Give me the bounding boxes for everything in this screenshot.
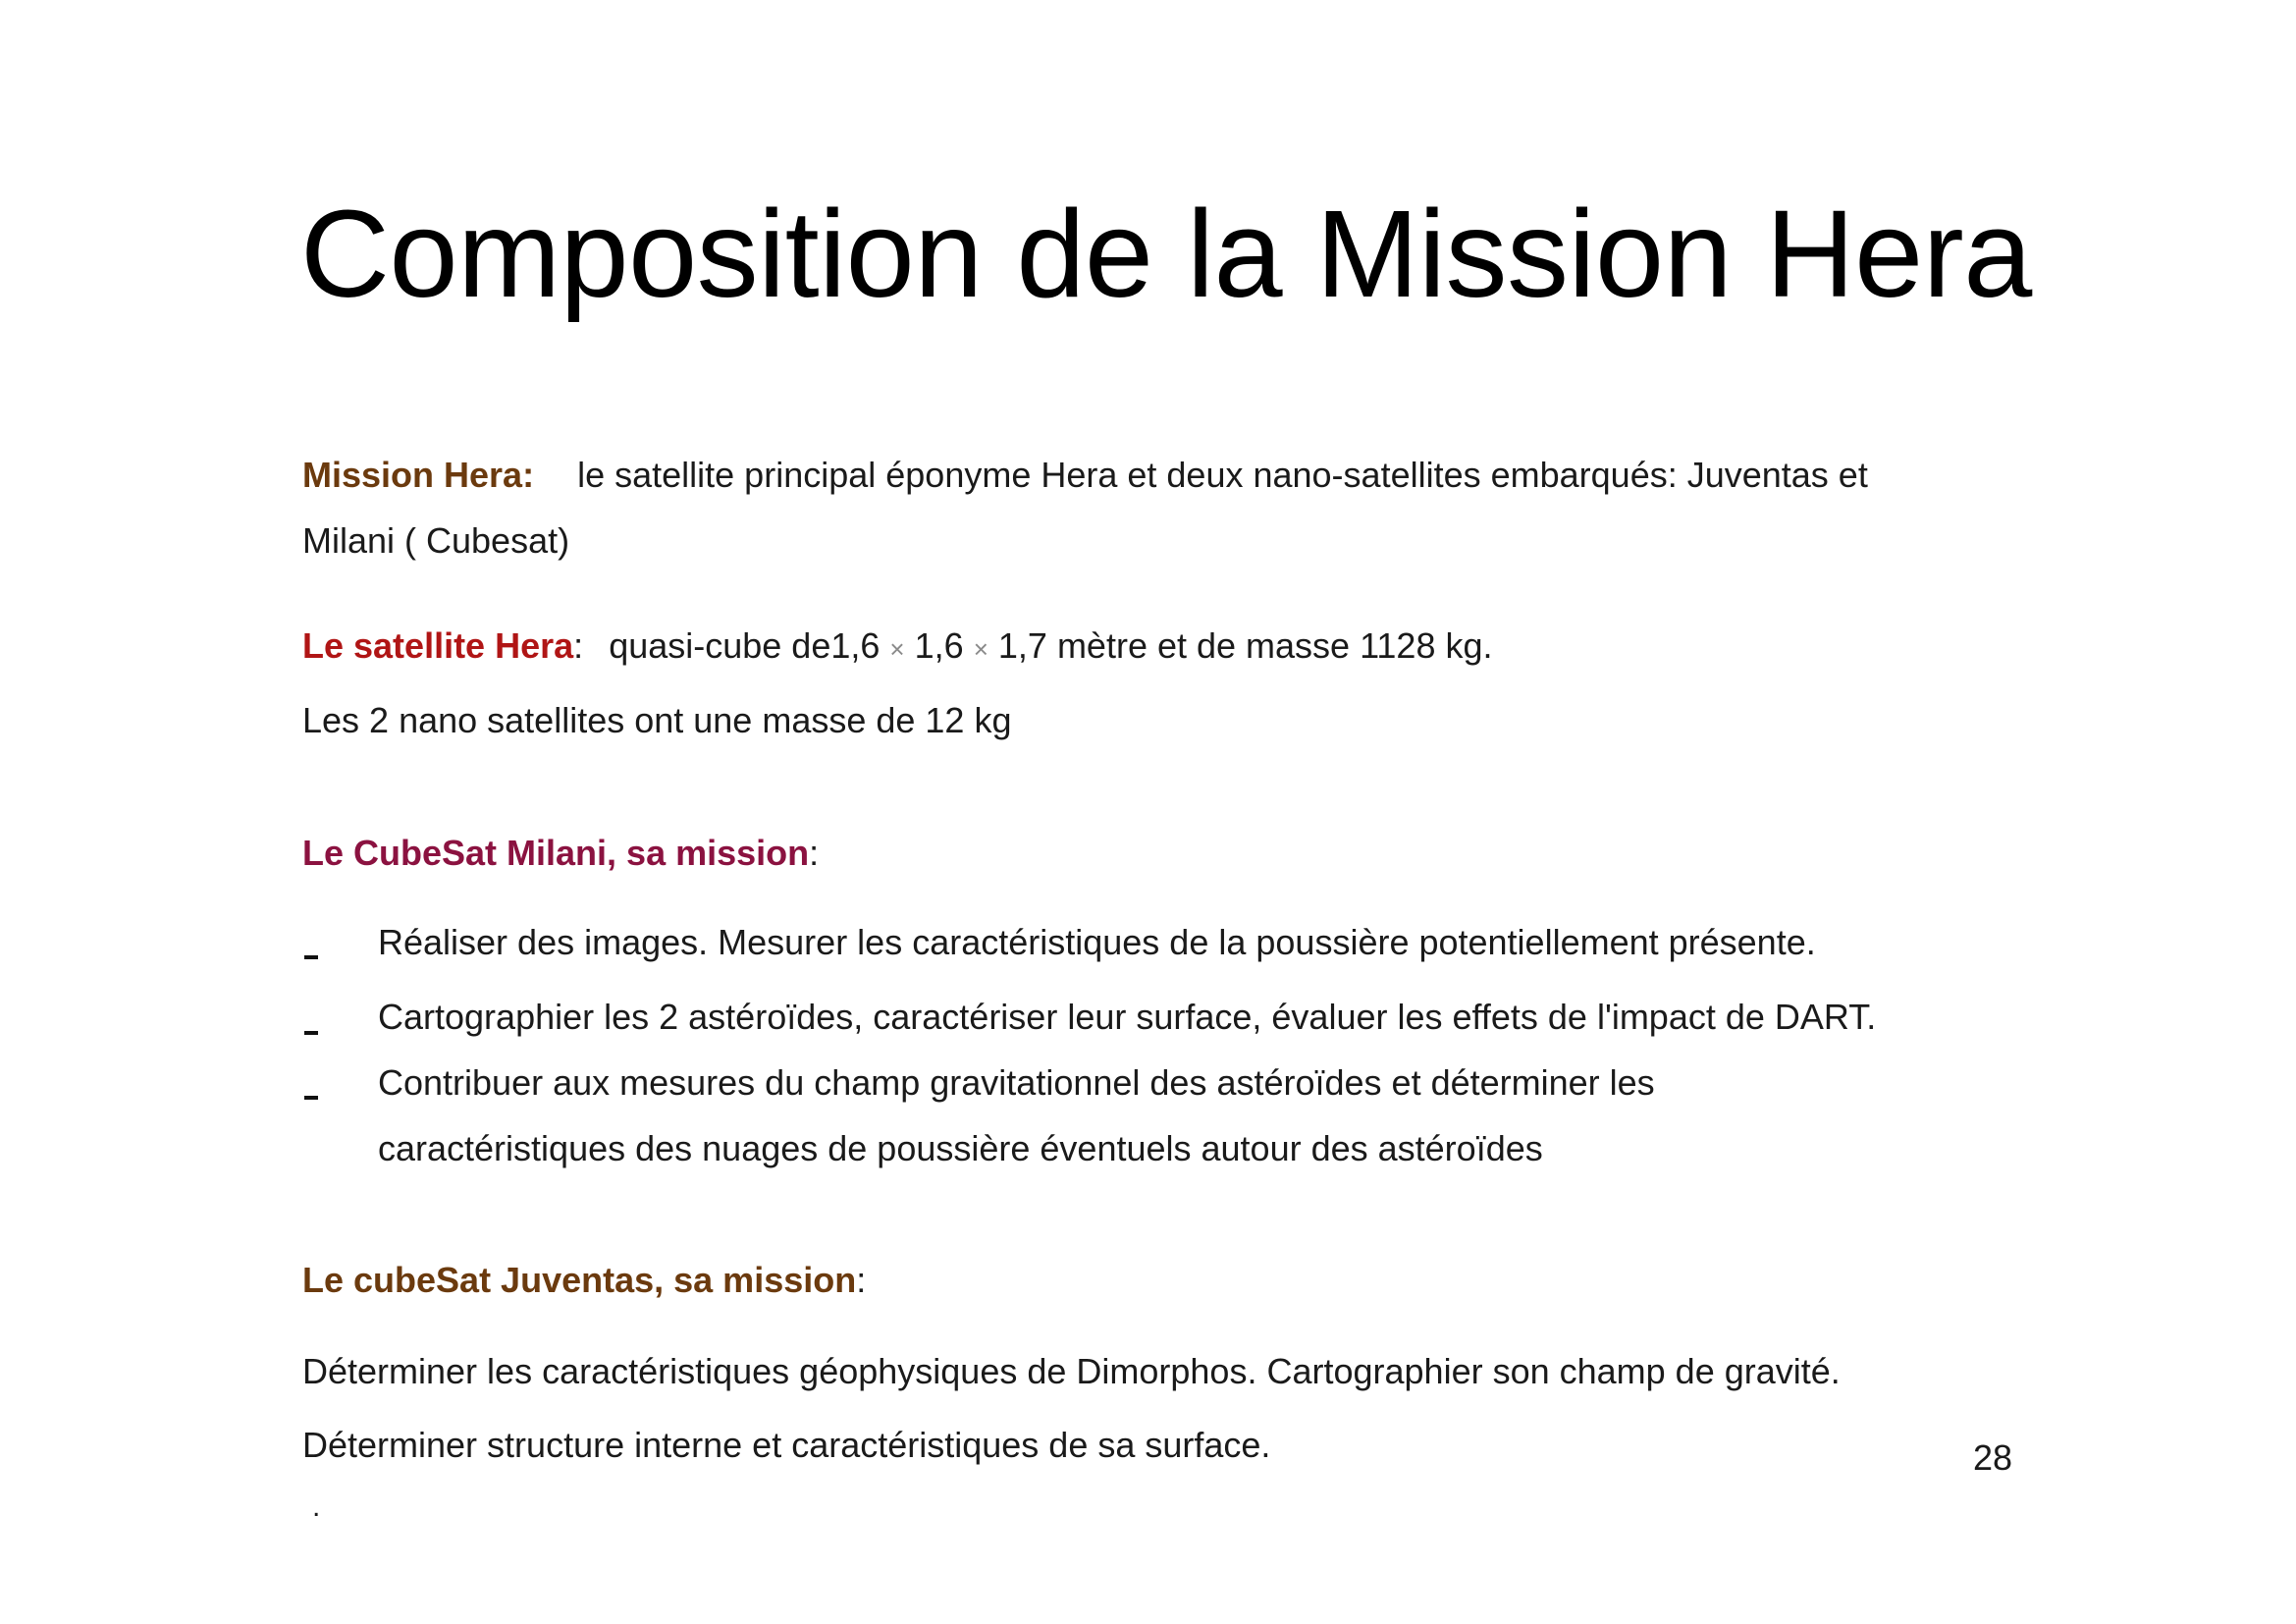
juventas-line-2: Déterminer structure interne et caractéristiques de sa surface. — [302, 1425, 1271, 1465]
satellite-line — [302, 625, 1493, 666]
satellite-text-a: quasi-cube de1,6 — [609, 625, 881, 666]
bullet-dash-3 — [304, 1096, 318, 1100]
slide-title: Composition de la Mission Hera — [300, 185, 2032, 323]
times-symbol-2: × — [973, 634, 988, 664]
milani-heading: Le CubeSat Milani, sa mission — [302, 833, 810, 873]
juventas-heading-line — [302, 1260, 867, 1300]
intro-label: Mission Hera: — [302, 455, 535, 495]
intro-text-1: le satellite principal éponyme Hera et deux nano-satellites embarqués: Juventas et — [577, 455, 1868, 495]
juventas-colon: : — [856, 1260, 867, 1300]
page-number: 28 — [1973, 1437, 2013, 1478]
milani-bullet-1: Réaliser des images. Mesurer les caractéristiques de la poussière potentiellement présente. — [378, 922, 1816, 962]
milani-bullet-2: Cartographier les 2 astéroïdes, caractériser leur surface, évaluer les effets de l'impact de DART. — [378, 997, 1877, 1037]
satellite-colon: : — [573, 625, 584, 666]
juventas-heading: Le cubeSat Juventas, sa mission — [302, 1260, 857, 1300]
milani-bullet-3-continuation: caractéristiques des nuages de poussière éventuels autour des astéroïdes — [378, 1128, 1543, 1168]
intro-line-1 — [302, 455, 1868, 495]
satellite-label: Le satellite Hera — [302, 625, 574, 666]
bullet-dash-1 — [304, 955, 318, 959]
milani-colon: : — [809, 833, 820, 873]
trailing-dot: . — [312, 1490, 321, 1523]
milani-heading-line — [302, 833, 820, 873]
intro-line-2: Milani ( Cubesat) — [302, 520, 570, 561]
juventas-line-1: Déterminer les caractéristiques géophysiques de Dimorphos. Cartographier son champ de gravité. — [302, 1351, 1841, 1391]
satellite-text-c: 1,7 mètre et de masse 1128 kg. — [997, 625, 1493, 666]
milani-bullet-3: Contribuer aux mesures du champ gravitationnel des astéroïdes et déterminer les — [378, 1062, 1655, 1103]
nano-satellites-line: Les 2 nano satellites ont une masse de 12 kg — [302, 700, 1012, 740]
bullet-dash-2 — [304, 1031, 318, 1035]
times-symbol-1: × — [889, 634, 905, 664]
satellite-text-b: 1,6 — [914, 625, 964, 666]
